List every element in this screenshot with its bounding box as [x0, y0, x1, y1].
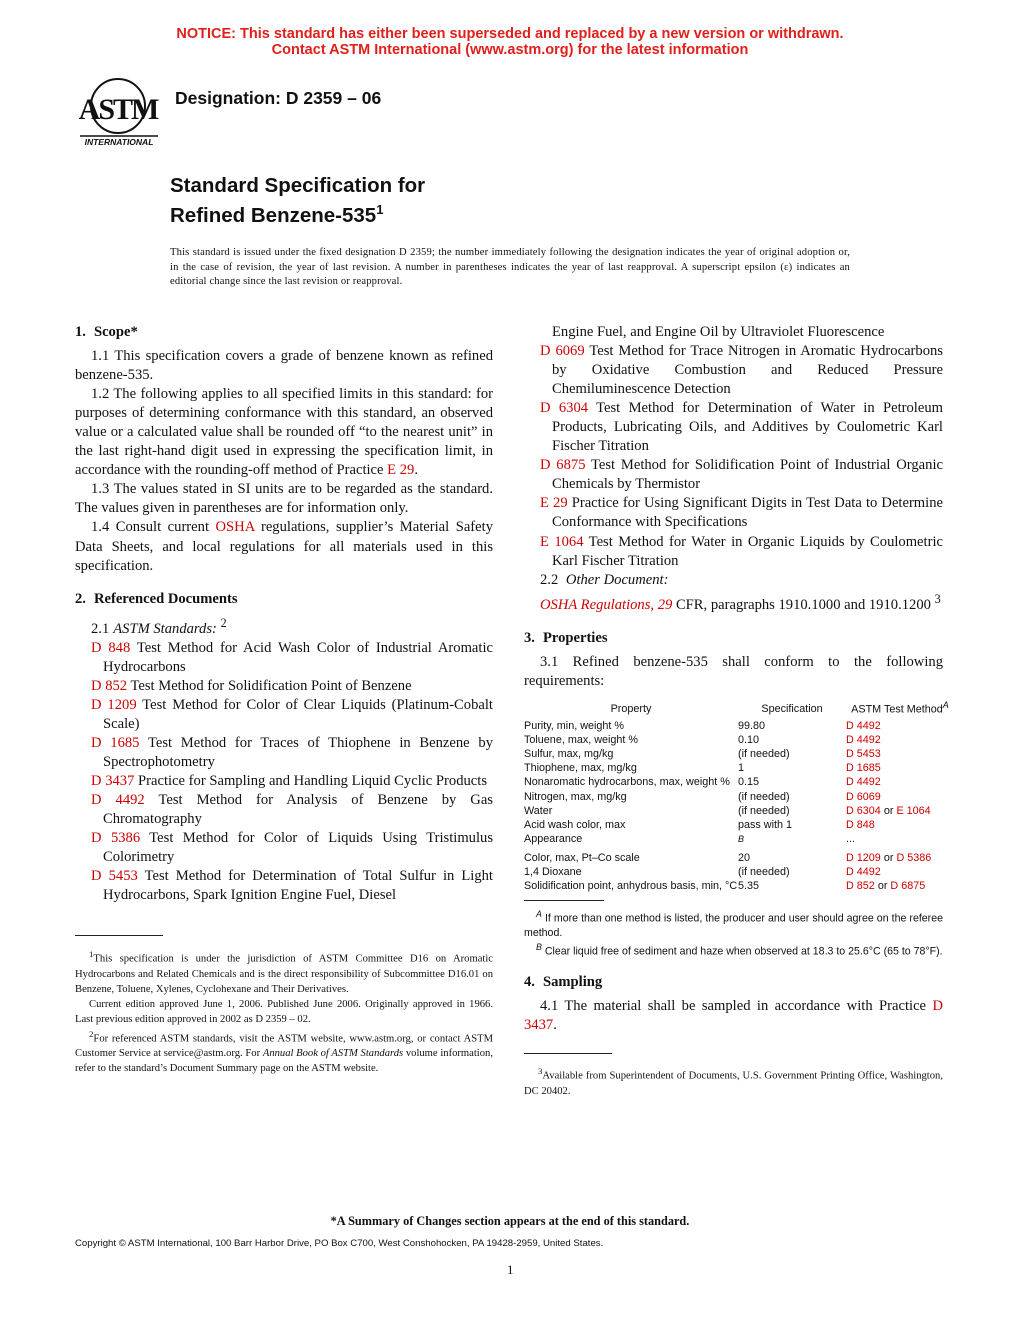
table-row: [524, 832, 954, 851]
subsection-other-document: 2.2 Other Document:: [540, 571, 669, 588]
reference-title: Test Method for Traces of Thiophene in Benzene by Spectrophotometry: [103, 734, 493, 770]
section-heading-scope: 1. Scope*: [75, 324, 138, 340]
reference-link[interactable]: D 6069: [540, 343, 585, 360]
header-method: ASTM Test Method$^A$: [851, 699, 949, 716]
reference-osha: OSHA Regulations, 29 CFR, paragraphs 1910.1000 and 1910.1200 $^3$: [540, 591, 941, 613]
reference-item: [75, 639, 493, 677]
reference-title: Practice for Sampling and Handling Liquid Cyclic Products: [134, 772, 488, 789]
cell-spec: 1: [738, 762, 745, 775]
reference-item: [524, 456, 943, 494]
properties-table: [524, 698, 954, 894]
or-text: or: [883, 804, 894, 817]
reference-link[interactable]: D 5453: [91, 868, 138, 885]
table-footnote-b: $^B$ Clear liquid free of sediment and haze when observed at 18.3 to 25.6°C (65 to 78°F).: [536, 942, 943, 958]
reference-item: [75, 734, 493, 772]
reference-title: Test Method for Water in Organic Liquids by Coulometric Karl Fischer Titration: [552, 533, 943, 569]
reference-item: [524, 342, 943, 399]
section-heading-referenced-documents: 2. Referenced Documents: [75, 590, 238, 607]
paragraph-4-1: 4.1 The material shall be sampled in accordance with Practice D 3437.: [524, 998, 943, 1034]
issuance-note: This standard is issued under the fixed designation D 2359; the number immediately following the designation indicates the year of original adoption or, in the case of revision, the year of last revision. A number in parentheses indicates the year of last reapproval. A superscript epsilon (ε) indicates an editorial change since the last revision or reapproval.: [170, 247, 850, 288]
notice-banner: NOTICE: This standard has either been superseded and replaced by a new version or withdrawn. Contact ASTM International (www.astm.org) for the latest information: [176, 26, 844, 58]
reference-item: [75, 677, 493, 696]
table-row: [524, 818, 954, 832]
right-column: [524, 323, 949, 1099]
cell-property: Appearance: [524, 833, 583, 846]
link-d3437[interactable]: D 3437: [524, 998, 943, 1034]
method-link[interactable]: D 1209: [846, 851, 881, 864]
cell-method: [846, 761, 954, 775]
reference-title: Practice for Using Significant Digits in Test Data to Determine Conformance with Specifications: [552, 495, 943, 531]
cell-property: Color, max, Pt–Co scale: [524, 851, 640, 864]
reference-continuation: Engine Fuel, and Engine Oil by Ultraviolet Fluorescence: [552, 324, 885, 340]
cell-spec: (if needed): [738, 790, 790, 803]
cell-spec: 0.10: [738, 733, 760, 746]
reference-link[interactable]: E 1064: [540, 533, 584, 550]
reference-link[interactable]: D 4492: [91, 791, 145, 808]
reference-title: Test Method for Color of Liquids Using Tristimulus Colorimetry: [103, 830, 493, 866]
reference-link[interactable]: D 1209: [91, 696, 137, 713]
reference-item: [75, 791, 493, 829]
cell-spec: 99.80: [738, 719, 766, 732]
reference-list-continued: [524, 342, 943, 571]
reference-title: Test Method for Color of Clear Liquids (Platinum-Cobalt Scale): [103, 696, 493, 732]
footnote-2: $^2$For referenced ASTM standards, visit the ASTM website, www.astm.org, or contact ASTM Customer Service at service@astm.org. For Annual Book of ASTM Standards volume information, refer to the standard’s Document Summary page on the ASTM website.: [75, 1028, 493, 1075]
method-link[interactable]: D 4492: [846, 866, 881, 879]
cell-method: [846, 775, 954, 789]
header-property: Property: [610, 703, 652, 716]
document-title: Standard Specification for Refined Benzene-$535^1$: [170, 174, 426, 227]
copyright: Copyright © ASTM International, 100 Barr Harbor Drive, PO Box C700, West Conshohocken, PA 19428-2959, United States.: [75, 1238, 604, 1249]
table-row: [524, 790, 954, 804]
page-number: 1: [507, 1262, 514, 1277]
method-link[interactable]: D 6069: [846, 790, 881, 803]
cell-property: Nonaromatic hydrocarbons, max, weight %: [524, 776, 730, 789]
cell-property: Nitrogen, max, mg/kg: [524, 790, 627, 803]
footnote-1-edition: Current edition approved June 1, 2006. Published June 2006. Originally approved in 1966. Last previous edition approved in 2002 as D 2359 – 02.: [75, 998, 493, 1025]
method-link[interactable]: D 4492: [846, 719, 881, 732]
table-footnote-divider: [524, 900, 604, 901]
cell-property: Solidification point, anhydrous basis, min, °C: [524, 880, 738, 893]
link-29[interactable]: 29: [657, 596, 673, 613]
cell-spec: (if needed): [738, 866, 790, 879]
reference-link[interactable]: D 852: [91, 677, 128, 694]
paragraph-1-2: 1.2 The following applies to all specified limits in this standard: for purposes of determining conformance with this standard, an observed value or a calculated value shall be rounded off “to the nearest unit” in the last right-hand digit used in expressing the specification limit, in accordance with the rounding-off method of Practice E 29.: [75, 386, 493, 479]
table-row: [524, 851, 954, 865]
table-row: [524, 719, 954, 733]
reference-link[interactable]: D 5386: [91, 830, 141, 847]
table-footnote-a: $^A$ If more than one method is listed, the producer and user should agree on the referee method.: [524, 908, 943, 939]
method-link[interactable]: D 4492: [846, 776, 881, 789]
link-osha[interactable]: OSHA: [215, 519, 255, 536]
designation: Designation: D 2359 – 06: [175, 88, 382, 108]
cell-method: [846, 851, 954, 865]
left-column: [75, 323, 493, 1076]
cell-method: [846, 790, 954, 804]
cell-method: [846, 804, 954, 818]
section-heading-properties: 3. Properties: [524, 629, 608, 646]
paragraph-1-4: 1.4 Consult current OSHA regulations, supplier’s Material Safety Data Sheets, and local regulations for all materials used in this specification.: [75, 519, 493, 574]
table-row: [524, 804, 954, 818]
cell-spec: 5.35: [738, 880, 760, 893]
paragraph-1-1: 1.1 This specification covers a grade of benzene known as refined benzene-535.: [75, 348, 493, 384]
reference-link[interactable]: D 6304: [540, 400, 589, 417]
reference-list: [75, 639, 493, 906]
reference-title: Test Method for Trace Nitrogen in Aromatic Hydrocarbons by Oxidative Combustion and Reduced Pressure Chemiluminescence Detection: [552, 343, 943, 398]
cell-method: [846, 719, 954, 733]
cell-property: 1,4 Dioxane: [524, 866, 582, 879]
table-row: [524, 865, 954, 879]
cell-method: [846, 733, 954, 747]
reference-item: [524, 494, 943, 532]
cell-property: Purity, min, weight %: [524, 719, 625, 732]
method-link[interactable]: D 852: [846, 880, 875, 893]
astm-logo: [78, 74, 160, 148]
reference-title: Test Method for Solidification Point of Benzene: [127, 677, 412, 694]
cell-spec: B: [738, 834, 745, 845]
reference-item: [75, 696, 493, 734]
reference-item: [75, 867, 493, 905]
cell-method: [846, 747, 954, 761]
reference-item: [75, 772, 493, 791]
footnote-3: $^3$Available from Superintendent of Documents, U.S. Government Printing Office, Washington, DC 20402.: [524, 1066, 943, 1097]
footnote-1: $^1$This specification is under the jurisdiction of ASTM Committee D16 on Aromatic Hydrocarbons and Related Chemicals and is the direct responsibility of Subcommittee D16.01 on Benzene, Toluene, Xylenes, Cyclohexane and Their Derivatives.: [75, 949, 493, 995]
or-text: or: [883, 851, 894, 864]
svg-text:ASTM: ASTM: [78, 93, 158, 126]
summary-of-changes-note: *A Summary of Changes section appears at the end of this standard.: [330, 1214, 690, 1228]
reference-link[interactable]: D 1685: [91, 734, 140, 751]
cell-spec: 20: [738, 851, 751, 864]
reference-link[interactable]: E 29: [540, 495, 568, 512]
paragraph-3-1: 3.1 Refined benzene-535 shall conform to the following requirements:: [524, 653, 943, 689]
paragraph-1-3: 1.3 The values stated in SI units are to be regarded as the standard. The values given in parentheses are for information only.: [75, 481, 493, 517]
table-row: [524, 761, 954, 775]
method-link[interactable]: E 1064: [896, 804, 931, 817]
cell-spec: pass with 1: [738, 818, 793, 831]
method-link[interactable]: D 5386: [896, 851, 932, 864]
table-row: [524, 879, 954, 893]
method-link[interactable]: D 6875: [890, 880, 926, 893]
reference-item: [524, 399, 943, 456]
reference-title: Test Method for Determination of Total Sulfur in Light Hydrocarbons, Spark Ignition Engine Fuel, Diesel: [103, 868, 493, 904]
cell-method: [846, 879, 954, 893]
reference-link[interactable]: D 3437: [91, 772, 135, 789]
table-row: [524, 775, 954, 789]
reference-item: [75, 829, 493, 867]
cell-property: Sulfur, max, mg/kg: [524, 747, 614, 760]
or-text: or: [877, 880, 888, 893]
cell-spec: (if needed): [738, 804, 790, 817]
method-link[interactable]: D 6304: [846, 804, 881, 817]
method-link[interactable]: D 5453: [846, 747, 881, 760]
reference-title: Test Method for Determination of Water in Petroleum Products, Lubricating Oils, and Additives by Coulometric Karl Fischer Titration: [552, 400, 943, 455]
cell-property: Toluene, max, weight %: [524, 733, 639, 746]
cell-property: Thiophene, max, mg/kg: [524, 762, 637, 775]
reference-item: [524, 533, 943, 571]
cell-spec: (if needed): [738, 747, 790, 760]
cell-property: Acid wash color, max: [524, 818, 626, 831]
cell-method: [846, 865, 954, 879]
reference-title: Test Method for Analysis of Benzene by Gas Chromatography: [103, 791, 493, 827]
table-row: [524, 733, 954, 747]
method-link[interactable]: D 848: [846, 818, 875, 831]
link-osha-regulations[interactable]: OSHA Regulations,: [540, 596, 655, 613]
cell-method: ...: [846, 833, 855, 846]
reference-title: Test Method for Acid Wash Color of Industrial Aromatic Hydrocarbons: [103, 639, 493, 675]
svg-text:INTERNATIONAL: INTERNATIONAL: [84, 137, 154, 147]
method-link[interactable]: D 4492: [846, 733, 881, 746]
cell-property: Water: [524, 804, 553, 817]
reference-link[interactable]: D 6875: [540, 457, 586, 474]
reference-link[interactable]: D 848: [91, 639, 131, 656]
table-row: [524, 747, 954, 761]
header-specification: Specification: [761, 703, 823, 716]
cell-spec: 0.15: [738, 776, 760, 789]
section-heading-sampling: 4. Sampling: [524, 974, 603, 991]
subsection-astm-standards: 2.1 ASTM Standards: $^2$: [91, 615, 227, 637]
cell-method: [846, 818, 954, 832]
link-e29[interactable]: E 29: [387, 462, 415, 479]
reference-title: Test Method for Solidification Point of Industrial Organic Chemicals by Thermistor: [552, 457, 943, 493]
method-link[interactable]: D 1685: [846, 762, 881, 775]
